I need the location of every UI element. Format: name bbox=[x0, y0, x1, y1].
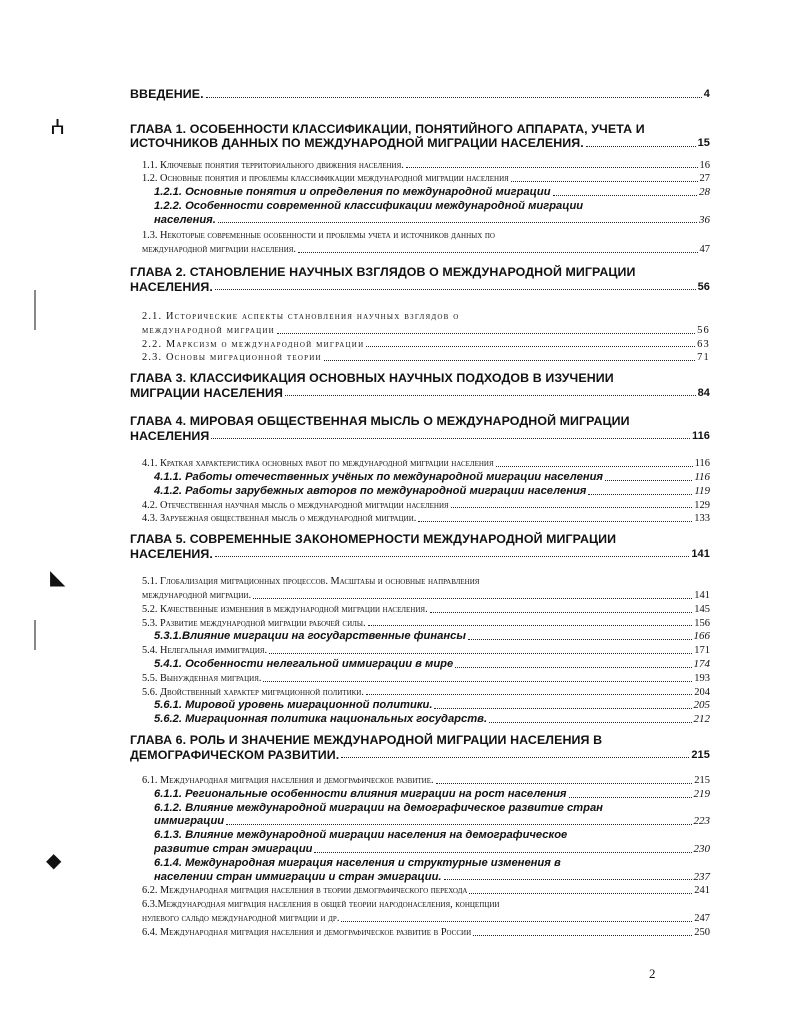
toc-entry bbox=[130, 630, 710, 644]
toc-entry-title-line: 1.2.2. Особенности современной классификации международной миграции bbox=[154, 199, 584, 212]
toc-entry-title: международной миграции bbox=[142, 324, 275, 336]
toc-entry-title: 5.3.1.Влияние миграции на государственные финансы bbox=[154, 630, 466, 643]
toc-entry bbox=[130, 457, 710, 471]
dot-leader bbox=[605, 480, 692, 481]
toc-entry bbox=[130, 485, 710, 499]
toc-entry-title: 1.2. Основные понятия и проблемы классификации международной миграции населения bbox=[142, 173, 509, 185]
toc-page-number: 4 bbox=[703, 88, 710, 100]
toc-page-number: 116 bbox=[694, 458, 710, 470]
scan-speck-1: ⵄ bbox=[50, 117, 66, 139]
toc-entry-title: 4.1. Краткая характеристика основных работ по международной миграции населения bbox=[142, 458, 494, 470]
toc-entry-title: 5.5. Вынужденная миграция. bbox=[142, 672, 262, 684]
toc-entry bbox=[130, 371, 710, 400]
dot-leader bbox=[469, 893, 692, 894]
toc-page-number: 212 bbox=[693, 713, 710, 726]
toc-entry bbox=[130, 686, 710, 700]
toc-entry-title: 6.1.1. Региональные особенности влияния миграции на рост населения bbox=[154, 787, 567, 800]
toc-entry-title: нулевого сальдо международной миграции и др. bbox=[142, 912, 340, 924]
toc-page-number: 223 bbox=[693, 815, 710, 828]
dot-leader bbox=[226, 824, 691, 825]
dot-leader bbox=[434, 708, 691, 709]
toc-page-number: 166 bbox=[693, 630, 710, 643]
dot-leader bbox=[211, 438, 690, 439]
toc-entry-title: иммиграции bbox=[154, 815, 225, 828]
toc-entry-title: ДЕМОГРАФИЧЕСКОМ РАЗВИТИИ. bbox=[130, 747, 340, 762]
dot-leader bbox=[406, 167, 698, 168]
toc-page-number: 174 bbox=[693, 658, 710, 671]
toc-page-number: 15 bbox=[697, 137, 710, 149]
dot-leader bbox=[215, 556, 689, 557]
toc-entry bbox=[130, 159, 710, 173]
toc-entry-title-line: ГЛАВА 2. СТАНОВЛЕНИЕ НАУЧНЫХ ВЗГЛЯДОВ О МЕЖДУНАРОДНОЙ МИГРАЦИИ bbox=[130, 265, 636, 280]
toc-entry bbox=[130, 672, 710, 686]
dot-leader bbox=[324, 360, 695, 361]
toc-entry bbox=[130, 229, 710, 257]
toc-page-number: 219 bbox=[693, 787, 710, 800]
toc-entry-title-line: ГЛАВА 4. МИРОВАЯ ОБЩЕСТВЕННАЯ МЫСЛЬ О МЕЖДУНАРОДНОЙ МИГРАЦИИ bbox=[130, 414, 630, 429]
dot-leader bbox=[444, 879, 692, 880]
dot-leader bbox=[215, 289, 696, 290]
toc-entry-title: 5.6.2. Миграционная политика национальных государств. bbox=[154, 713, 488, 726]
toc-entry bbox=[130, 172, 710, 186]
table-of-contents bbox=[130, 87, 710, 940]
toc-entry bbox=[130, 829, 710, 857]
toc-entry bbox=[130, 532, 710, 561]
dot-leader bbox=[368, 625, 693, 626]
toc-entry bbox=[130, 87, 710, 102]
scan-speck-3: ◆ bbox=[46, 850, 62, 872]
toc-entry-title: 4.3. Зарубежная общественная мысль о международной миграции. bbox=[142, 513, 417, 525]
toc-entry-title: 5.6.1. Мировой уровень миграционной политики. bbox=[154, 699, 433, 712]
toc-page-number: 63 bbox=[697, 338, 710, 350]
toc-entry-title: 4.1.1. Работы отечественных учёных по международной миграции населения bbox=[154, 471, 603, 484]
toc-entry bbox=[130, 471, 710, 485]
toc-entry-title: 6.2. Международная миграция населения в теории демографического перехода bbox=[142, 885, 468, 897]
toc-entry bbox=[130, 414, 710, 443]
dot-leader bbox=[285, 395, 696, 396]
toc-page-number: 230 bbox=[693, 843, 710, 855]
toc-entry bbox=[130, 512, 710, 526]
toc-page-number: 215 bbox=[691, 748, 710, 761]
toc-entry-title: 2.2. Марксизм о международной миграции bbox=[142, 338, 365, 350]
toc-entry bbox=[130, 898, 710, 926]
toc-page-number: 47 bbox=[699, 244, 710, 256]
toc-entry-title-line: 6.1.3. Влияние международной миграции населения на демографическое bbox=[154, 829, 568, 842]
page-number: 2 bbox=[649, 966, 656, 981]
toc-page-number: 36 bbox=[699, 213, 710, 226]
toc-page-number: 141 bbox=[694, 590, 710, 602]
toc-page-number: 28 bbox=[699, 186, 710, 199]
scan-edge-mark bbox=[34, 620, 36, 650]
toc-page-number: 145 bbox=[694, 603, 710, 615]
toc-entry-title: НАСЕЛЕНИЯ bbox=[130, 428, 210, 443]
toc-entry bbox=[130, 926, 710, 940]
dot-leader bbox=[569, 797, 692, 798]
toc-entry-title: 1.2.1. Основные понятия и определения по международной миграции bbox=[154, 186, 551, 199]
toc-entry bbox=[130, 499, 710, 513]
dot-leader bbox=[277, 333, 695, 334]
dot-leader bbox=[253, 598, 692, 599]
dot-leader bbox=[341, 921, 692, 922]
toc-entry bbox=[130, 713, 710, 727]
toc-entry-title: МИГРАЦИИ НАСЕЛЕНИЯ bbox=[130, 385, 283, 400]
dot-leader bbox=[418, 521, 692, 522]
dot-leader bbox=[511, 181, 698, 182]
dot-leader bbox=[436, 783, 693, 784]
toc-entry-title: ВВЕДЕНИЕ. bbox=[130, 87, 204, 101]
toc-entry-title: НАСЕЛЕНИЯ. bbox=[130, 279, 213, 294]
toc-page-number: 156 bbox=[694, 617, 710, 629]
toc-page-number: 129 bbox=[694, 499, 710, 511]
scan-edge-mark bbox=[34, 290, 36, 330]
toc-page-number: 84 bbox=[697, 386, 710, 399]
dot-leader bbox=[314, 852, 691, 853]
toc-entry bbox=[130, 617, 710, 631]
toc-entry-title: международной миграции. bbox=[142, 590, 252, 602]
toc-entry-title-line: 2.1. Исторические аспекты становления научных взглядов о bbox=[142, 311, 460, 323]
toc-page-number: 56 bbox=[697, 324, 710, 336]
toc-entry bbox=[130, 186, 710, 200]
toc-entry-title-line: ГЛАВА 3. КЛАССИФИКАЦИЯ ОСНОВНЫХ НАУЧНЫХ ПОДХОДОВ В ИЗУЧЕНИИ bbox=[130, 371, 614, 386]
dot-leader bbox=[263, 681, 692, 682]
toc-entry bbox=[130, 802, 710, 830]
dot-leader bbox=[473, 935, 692, 936]
scan-speck-2: ◣ bbox=[50, 567, 66, 589]
dot-leader bbox=[366, 346, 695, 347]
toc-entry bbox=[130, 351, 710, 365]
toc-page-number: 205 bbox=[693, 699, 710, 712]
toc-page-number: 56 bbox=[697, 280, 710, 293]
dot-leader bbox=[430, 612, 693, 613]
toc-entry-title: 5.3. Развитие международной миграции рабочей силы. bbox=[142, 617, 366, 629]
toc-page-number: 71 bbox=[697, 352, 710, 364]
toc-page-number: 250 bbox=[694, 926, 710, 938]
toc-entry-title: 6.1. Международная миграция населения и демографическое развитие. bbox=[142, 775, 434, 787]
toc-entry-title: 2.3. Основы миграционной теории bbox=[142, 352, 322, 364]
toc-page-number: 116 bbox=[691, 429, 710, 442]
dot-leader bbox=[218, 222, 697, 223]
toc-entry bbox=[130, 265, 710, 294]
toc-entry-title: развитие стран эмиграции bbox=[154, 843, 313, 855]
toc-entry-title-line: ГЛАВА 5. СОВРЕМЕННЫЕ ЗАКОНОМЕРНОСТИ МЕЖДУНАРОДНОЙ МИГРАЦИИ bbox=[130, 532, 617, 547]
toc-page-number: 237 bbox=[693, 870, 710, 883]
toc-entry-title-line: 6.3.Международная миграция населения в общей теории народонаселения, концепции bbox=[142, 899, 500, 911]
toc-entry-title: 4.2. Отечественная научная мысль о международной миграции населения bbox=[142, 499, 449, 511]
toc-entry bbox=[130, 200, 710, 228]
dot-leader bbox=[269, 653, 692, 654]
toc-entry-title: 1.1. Ключевые понятия территориального движения населения. bbox=[142, 159, 404, 171]
toc-entry-title: международной миграции населения. bbox=[142, 244, 297, 256]
dot-leader bbox=[455, 667, 691, 668]
dot-leader bbox=[489, 722, 691, 723]
toc-page-number: 116 bbox=[694, 471, 710, 484]
toc-page-number: 16 bbox=[699, 159, 710, 171]
toc-entry-title: населении стран иммиграции и стран эмиграции. bbox=[154, 870, 442, 883]
toc-entry-title: 5.6. Двойственный характер миграционной политики. bbox=[142, 686, 364, 698]
toc-entry-title-line: 6.1.2. Влияние международной миграции на демографическое развитие стран bbox=[154, 801, 603, 814]
toc-page-number: 119 bbox=[694, 484, 710, 497]
dot-leader bbox=[588, 494, 692, 495]
toc-entry bbox=[130, 575, 710, 603]
toc-entry-title: ИСТОЧНИКОВ ДАННЫХ ПО МЕЖДУНАРОДНОЙ МИГРАЦИИ НАСЕЛЕНИЯ. bbox=[130, 136, 584, 150]
toc-page-number: 171 bbox=[694, 645, 710, 657]
toc-entry bbox=[130, 733, 710, 762]
toc-entry-title: 5.4.1. Особенности нелегальной иммиграции в мире bbox=[154, 658, 454, 671]
dot-leader bbox=[206, 97, 702, 98]
toc-entry-title: НАСЕЛЕНИЯ. bbox=[130, 546, 213, 561]
dot-leader bbox=[298, 252, 697, 253]
toc-entry bbox=[130, 338, 710, 352]
toc-entry-title-line: ГЛАВА 1. ОСОБЕННОСТИ КЛАССИФИКАЦИИ, ПОНЯТИЙНОГО АППАРАТА, УЧЕТА И bbox=[130, 121, 645, 136]
toc-entry-title-line: ГЛАВА 6. РОЛЬ И ЗНАЧЕНИЕ МЕЖДУНАРОДНОЙ МИГРАЦИИ НАСЕЛЕНИЯ В bbox=[130, 733, 603, 748]
toc-entry bbox=[130, 310, 710, 338]
dot-leader bbox=[553, 195, 697, 196]
toc-page-number: 241 bbox=[694, 885, 710, 897]
dot-leader bbox=[496, 466, 693, 467]
toc-entry-title-line: 6.1.4. Международная миграция населения и структурные изменения в bbox=[154, 856, 561, 869]
toc-page-number: 247 bbox=[694, 912, 710, 924]
toc-entry-title: населения. bbox=[154, 213, 216, 226]
toc-entry-title: 5.2. Качественные изменения в международной миграции населения. bbox=[142, 603, 428, 615]
toc-page-number: 27 bbox=[699, 173, 710, 185]
toc-entry-title-line: 1.3. Некоторые современные особенности и проблемы учета и источников данных по bbox=[142, 230, 495, 242]
toc-entry-title: 5.4. Нелегальная иммиграция. bbox=[142, 645, 268, 657]
toc-entry bbox=[130, 774, 710, 788]
toc-entry bbox=[130, 603, 710, 617]
dot-leader bbox=[366, 694, 692, 695]
dot-leader bbox=[586, 146, 696, 147]
dot-leader bbox=[451, 507, 693, 508]
toc-entry bbox=[130, 788, 710, 802]
dot-leader bbox=[341, 757, 689, 758]
toc-entry bbox=[130, 644, 710, 658]
toc-entry-title: 6.4. Международная миграция населения и демографическое развитие в России bbox=[142, 926, 472, 938]
toc-page-number: 204 bbox=[694, 686, 710, 698]
toc-entry bbox=[130, 884, 710, 898]
toc-entry-title-line: 5.1. Глобализация миграционных процессов. Масштабы и основные направления bbox=[142, 576, 480, 588]
toc-page-number: 215 bbox=[694, 775, 710, 787]
toc-page-number: 133 bbox=[694, 513, 710, 525]
toc-entry bbox=[130, 699, 710, 713]
toc-page-number: 141 bbox=[691, 547, 710, 560]
toc-page-number: 193 bbox=[694, 672, 710, 684]
toc-entry-title: 4.1.2. Работы зарубежных авторов по международной миграции населения bbox=[154, 484, 587, 497]
dot-leader bbox=[468, 639, 692, 640]
toc-entry bbox=[130, 658, 710, 672]
toc-entry bbox=[130, 122, 710, 151]
toc-entry bbox=[130, 857, 710, 885]
